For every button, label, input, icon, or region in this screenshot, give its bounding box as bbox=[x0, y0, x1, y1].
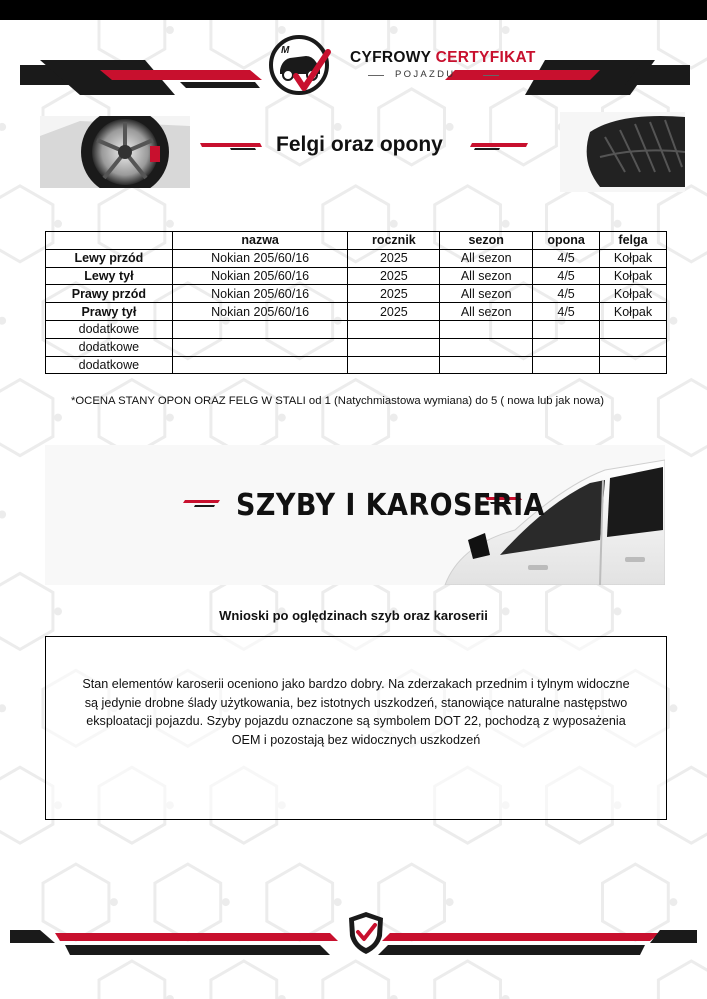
tyre-rating bbox=[533, 320, 600, 338]
brand-name-part2: CERTYFIKAT bbox=[435, 49, 536, 66]
tyre-name: Nokian 205/60/16 bbox=[172, 303, 348, 321]
conclusions-line: Stan elementów karoserii oceniono jako bardzo dobry. Na zderzakach przednim i tylnym widoczne bbox=[82, 677, 630, 691]
column-header: nazwa bbox=[172, 232, 348, 250]
rating-scale-note: *OCENA STANY OPON ORAZ FELG W STALI od 1 (Natychmiastowa wymiana) do 5 ( nowa lub jak nowa) bbox=[71, 395, 605, 407]
column-header bbox=[46, 232, 173, 250]
tyre-name: Nokian 205/60/16 bbox=[172, 249, 348, 267]
tyres-section-title: Felgi oraz opony bbox=[276, 133, 443, 156]
column-header: felga bbox=[600, 232, 667, 250]
rim-type bbox=[600, 338, 667, 356]
tyre-tread-photo bbox=[560, 112, 685, 192]
tyre-rating: 4/5 bbox=[533, 267, 600, 285]
table-row bbox=[46, 338, 667, 356]
wheel-photo bbox=[40, 116, 190, 188]
top-black-bar bbox=[0, 0, 707, 20]
rim-type bbox=[600, 356, 667, 374]
rim-type: Kołpak bbox=[600, 249, 667, 267]
car-logo-icon bbox=[268, 32, 334, 100]
tyre-rating bbox=[533, 338, 600, 356]
tyre-rating: 4/5 bbox=[533, 303, 600, 321]
shield-check-icon bbox=[346, 910, 386, 956]
row-label: Prawy przód bbox=[46, 285, 173, 303]
tyre-year bbox=[348, 356, 440, 374]
conclusions-label: Wnioski po oględzinach szyb oraz karoserii bbox=[219, 608, 488, 623]
tyres-table bbox=[45, 231, 667, 374]
tyre-season bbox=[440, 356, 533, 374]
table-row bbox=[46, 303, 667, 321]
tyre-rating bbox=[533, 356, 600, 374]
tyre-year: 2025 bbox=[348, 303, 440, 321]
tyre-rating: 4/5 bbox=[533, 249, 600, 267]
row-label: Prawy tył bbox=[46, 303, 173, 321]
tyre-season: All sezon bbox=[440, 285, 533, 303]
rim-type: Kołpak bbox=[600, 285, 667, 303]
conclusions-text bbox=[46, 675, 666, 749]
rim-type bbox=[600, 320, 667, 338]
conclusions-line: OEM i pozostają bez widocznych uszkodzeń bbox=[231, 732, 481, 747]
row-label: Lewy tył bbox=[46, 267, 173, 285]
body-section-title: SZYBY I KAROSERIA bbox=[236, 488, 545, 523]
tyre-year bbox=[348, 338, 440, 356]
tyre-name bbox=[172, 356, 348, 374]
tyre-name bbox=[172, 320, 348, 338]
table-row bbox=[46, 320, 667, 338]
row-label: Lewy przód bbox=[46, 249, 173, 267]
table-row bbox=[46, 249, 667, 267]
tyre-name bbox=[172, 338, 348, 356]
tyre-year: 2025 bbox=[348, 249, 440, 267]
tyre-year bbox=[348, 320, 440, 338]
tyre-season: All sezon bbox=[440, 249, 533, 267]
column-header: opona bbox=[533, 232, 600, 250]
tyre-year: 2025 bbox=[348, 267, 440, 285]
row-label: dodatkowe bbox=[46, 356, 173, 374]
brand-name-part1: CYFROWY bbox=[350, 49, 432, 66]
tyre-year: 2025 bbox=[348, 285, 440, 303]
tyre-rating: 4/5 bbox=[533, 285, 600, 303]
table-header-row bbox=[46, 232, 667, 250]
tyre-name: Nokian 205/60/16 bbox=[172, 285, 348, 303]
tyre-name: Nokian 205/60/16 bbox=[172, 267, 348, 285]
table-row bbox=[46, 285, 667, 303]
rim-type: Kołpak bbox=[600, 267, 667, 285]
conclusions-box bbox=[45, 636, 667, 820]
divider bbox=[368, 75, 384, 76]
table-row bbox=[46, 267, 667, 285]
brand-subtitle: POJAZDU bbox=[395, 69, 456, 80]
tyre-season: All sezon bbox=[440, 267, 533, 285]
tyre-season: All sezon bbox=[440, 303, 533, 321]
tyre-season bbox=[440, 320, 533, 338]
conclusions-line: eksploatacji pojazdu. Szyby pojazdu oznaczone są symbolem DOT 22, pochodzą z wyposażenia bbox=[86, 714, 626, 728]
column-header: rocznik bbox=[348, 232, 440, 250]
divider bbox=[483, 75, 499, 76]
conclusions-line: są jedynie drobne ślady użytkowania, bez istotnych uszkodzeń, stanowiące naturalne następstwo bbox=[84, 695, 628, 710]
logo-monogram: M bbox=[281, 45, 290, 56]
table-row bbox=[46, 356, 667, 374]
rim-type: Kołpak bbox=[600, 303, 667, 321]
brand-title bbox=[350, 49, 536, 67]
row-label: dodatkowe bbox=[46, 320, 173, 338]
tyre-season bbox=[440, 338, 533, 356]
row-label: dodatkowe bbox=[46, 338, 173, 356]
column-header: sezon bbox=[440, 232, 533, 250]
